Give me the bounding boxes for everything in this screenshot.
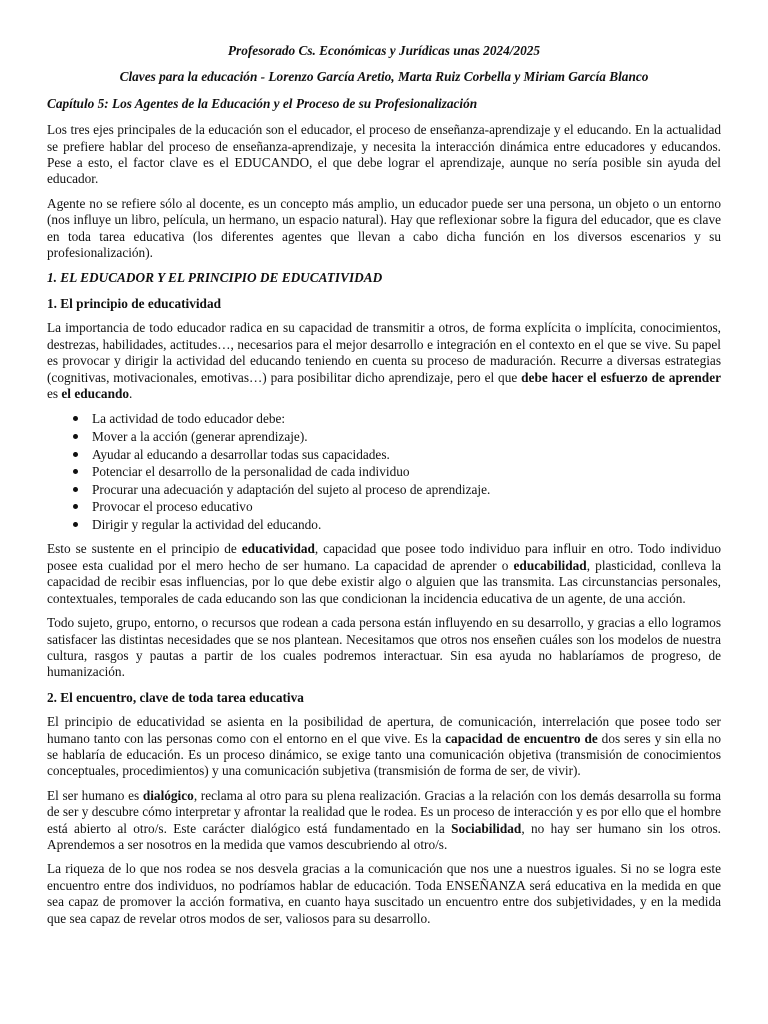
book-header: Claves para la educación - Lorenzo García Aretio, Marta Ruiz Corbella y Miriam García Blanco: [119, 69, 649, 85]
bold-phrase: debe hacer el esfuerzo de aprender: [521, 369, 721, 385]
paragraph-text: , capacidad que posee todo individuo para influir en otro. Todo individuo posee esta cualidad por el mero hecho de ser humano. La capacidad de aprender o: [47, 541, 721, 573]
paragraph-text: , no hay ser humano sin los otros. Aprendemos a ser nosotros en la medida que vamos descubriendo al otro/s.: [47, 820, 721, 852]
bullet-icon: [73, 416, 78, 421]
bullet-icon: [73, 522, 78, 527]
bullet-icon: [73, 469, 78, 474]
intro-paragraph-1: Los tres ejes principales de la educación son el educador, el proceso de enseñanza-aprendizaje y el educando. En la actualidad se prefiere hablar del proceso de enseñanza-aprendizaje, y necesita la interacción dinámica entre educadores y educandos. Pese a esto, el factor clave es el EDUCANDO, el que debe lograr el aprendizaje, aunque no sería posible sin ayuda del educador.: [47, 122, 721, 187]
paragraph-text: , plasticidad, conlleva la capacidad de recibir esas influencias, por lo que debe existir algo o alguien que las transmita. Las circunstancias personales, contextuales, temporales de cada educando son las que condicionan la incidencia educativa de un agente, de una acción.: [47, 557, 721, 606]
section-heading: 1. EL EDUCADOR Y EL PRINCIPIO DE EDUCATIVIDAD: [47, 270, 383, 286]
bold-term-sociabilidad: Sociabilidad: [451, 820, 522, 836]
list-item-text: Procurar una adecuación y adaptación del sujeto al proceso de aprendizaje.: [92, 481, 491, 497]
paragraph-text: , reclama al otro para su plena realización. Gracias a la relación con los demás desarrolla su forma de ser y descubre cómo interpretar y afrontar la realidad que le rodea. Es un proceso de interacción y es por ello que el hombre está abierto al otro/s. Este carácter dialógico está fundamentado en la: [47, 787, 721, 836]
list-item-text: Ayudar al educando a desarrollar todas sus capacidades.: [92, 446, 390, 462]
paragraph-text: dos seres y sin ella no se hablaría de educación. Es un proceso dinámico, se exige tanto una comunicación objetiva (transmisión de conocimientos conceptuales, procedimientos) y una comunicación subjetiva (transmisión de forma de ser, de vivir).: [47, 730, 721, 779]
list-item: [92, 463, 721, 481]
bold-term-educabilidad: educabilidad: [513, 557, 587, 573]
paragraph-text: El principio de educatividad se asienta en la posibilidad de apertura, de comunicación, interrelación que posee todo ser humano tanto con las personas como con el entorno en el que vive. Es la: [47, 714, 721, 746]
chapter-title: Capítulo 5: Los Agentes de la Educación y el Proceso de su Profesionalización: [47, 95, 478, 111]
bold-term-dialogico: dialógico: [142, 787, 194, 803]
educatividad-paragraph-2: [47, 541, 721, 607]
bullet-icon: [73, 452, 78, 457]
list-item: [92, 498, 721, 516]
list-item: [92, 516, 721, 534]
list-item: [92, 446, 721, 464]
paragraph-text: .: [129, 385, 133, 401]
intro-paragraph-2: Agente no se refiere sólo al docente, es un concepto más amplio, un educador puede ser una persona, un objeto o un entorno (nos influye un libro, película, un hermano, un espacio natural). Hay que reflexionar sobre la figura del educador, que es clave en toda tarea educativa (los diferentes agentes que llevan a cabo dicha función en los diversos escenarios y su profesionalización).: [47, 195, 721, 261]
bullet-icon: [73, 487, 78, 492]
list-item-text: Dirigir y regular la actividad del educando.: [92, 516, 322, 532]
bold-phrase: capacidad de encuentro de: [445, 730, 598, 746]
list-item-text: La actividad de todo educador debe:: [92, 411, 286, 427]
educator-activity-list: [47, 410, 721, 533]
paragraph-text: Esto se sustente en el principio de: [47, 541, 242, 557]
course-header: Profesorado Cs. Económicas y Jurídicas unas 2024/2025: [227, 43, 541, 58]
educatividad-paragraph-3: Todo sujeto, grupo, entorno, o recursos que rodean a cada persona están influyendo en su desarrollo, y gracias a ello logramos satisfacer las distintas necesidades que se nos plantean. Necesitamos que otros nos enseñen cuáles son los modelos de nuestra cultura, rasgos y pautas a partir de los cuales podremos interactuar. Sin esa ayuda no hablaríamos de progreso, de humanización.: [47, 615, 721, 680]
list-item-text: Potenciar el desarrollo de la personalidad de cada individuo: [92, 464, 410, 480]
subsection-heading-educatividad: 1. El principio de educatividad: [47, 295, 221, 311]
list-item: [92, 410, 721, 428]
subsection-heading-encuentro: 2. El encuentro, clave de toda tarea educativa: [47, 689, 304, 705]
bullet-icon: [73, 504, 78, 509]
encuentro-paragraph-3: La riqueza de lo que nos rodea se nos desvela gracias a la comunicación que nos une a nuestros iguales. Si no se logra este encuentro entre dos individuos, no podríamos hablar de educación. Toda ENSEÑANZA será educativa en la medida en que sea capaz de promover la acción formativa, en cuanto haya suscitado un encuentro entre dos subjetividades, y en la medida que sea capaz de revelar otros modos de ser, valiosos para su desarrollo.: [47, 861, 721, 926]
encuentro-paragraph-2: [47, 788, 721, 854]
list-item: [92, 481, 721, 499]
educatividad-paragraph-1: [47, 320, 721, 402]
paragraph-text: El ser humano es: [47, 787, 143, 803]
list-item-text: Mover a la acción (generar aprendizaje).: [92, 428, 308, 444]
bullet-icon: [73, 434, 78, 439]
paragraph-text: La importancia de todo educador radica en su capacidad de transmitir a otros, de forma explícita o implícita, conocimientos, destrezas, habilidades, actitudes…, necesarios para el mejor desarrollo e integración en el contexto en el que se vive. Su papel es provocar y dirigir la actividad del educando teniendo en cuenta su proceso de maduración. Recurre a diversas estrategias (cognitivas, motivacionales, emotivas…) para posibilitar dicho aprendizaje, pero el que: [47, 320, 721, 385]
paragraph-text: es: [47, 385, 62, 401]
list-item-text: Provocar el proceso educativo: [92, 499, 253, 515]
encuentro-paragraph-1: [47, 714, 721, 780]
list-item: [92, 428, 721, 446]
bold-phrase: el educando: [61, 385, 130, 401]
bold-term-educatividad: educatividad: [241, 541, 315, 557]
